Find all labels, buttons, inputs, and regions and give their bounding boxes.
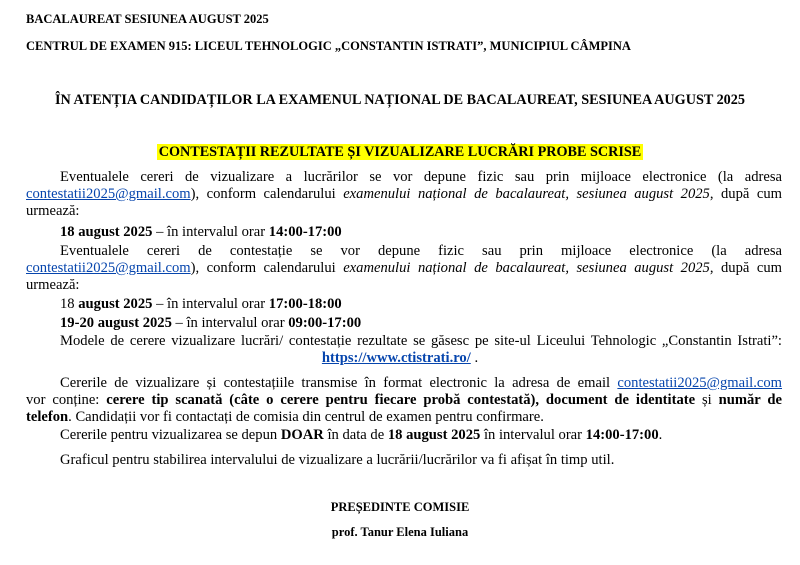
models-url-line: https://www.ctistrati.ro/ .	[321, 350, 479, 366]
page-subtitle: CONTESTAȚII REZULTATE ȘI VIZUALIZARE LUCRĂRI PROBE SCRISE	[158, 144, 642, 160]
p1-line-3: urmează:	[26, 203, 80, 219]
header-line-2: CENTRUL DE EXAMEN 915: LICEUL TEHNOLOGIC „CONSTANTIN ISTRATI”, MUNICIPIUL CÂMPINA	[26, 39, 631, 53]
models-text: Modele de cerere vizualizare lucrări/ contestație rezultate se găsesc pe site-ul Liceului Tehnologic „Constantin Istrati”:	[60, 333, 782, 349]
page-title: ÎN ATENȚIA CANDIDAȚILOR LA EXAMENUL NAȚIONAL DE BACALAUREAT, SESIUNEA AUGUST 2025	[55, 92, 745, 108]
p2-line-1: Eventualele cereri de contestație se vor depune fizic sau prin mijloace electronice (la adresa	[60, 243, 782, 259]
website-link[interactable]: https://www.ctistrati.ro/	[321, 350, 471, 366]
signature-name: prof. Tanur Elena Iuliana	[331, 525, 469, 539]
p4-line: Cererile pentru vizualizarea se depun DOAR în data de 18 august 2025 în intervalul orar 14:00-17:00.	[60, 427, 663, 443]
p3-line-3: telefon. Candidații vor fi contactați de comisia din centrul de examen pentru confirmare.	[26, 409, 544, 425]
signature-role: PREȘEDINTE COMISIE	[330, 500, 470, 514]
email-link[interactable]: contestatii2025@gmail.com	[617, 375, 782, 391]
email-link[interactable]: contestatii2025@gmail.com	[26, 186, 191, 202]
p1-line-2: contestatii2025@gmail.com), conform calendarului examenului național de bacalaureat, sesiunea august 2025, după cum	[26, 186, 782, 202]
p3-line-2: vor conține: cerere tip scanată (câte o cerere pentru fiecare probă contestată), document de identitate și număr de	[26, 392, 782, 408]
p3-line-1: Cererile de vizualizare și contestațiile transmise în format electronic la adresa de email contestatii2025@gmail.com	[60, 375, 782, 391]
p5-line: Graficul pentru stabilirea intervalului de vizualizare a lucrării/lucrărilor va fi afișat în timp util.	[60, 452, 615, 468]
p1-line-1: Eventualele cereri de vizualizare a lucrărilor se vor depune fizic sau prin mijloace electronice (la adresa	[60, 169, 782, 185]
p2-date-line-1: 18 august 2025 – în intervalul orar 17:00-18:00	[60, 296, 342, 312]
p2-date-line-2: 19-20 august 2025 – în intervalul orar 09:00-17:00	[60, 315, 362, 331]
p2-line-2: contestatii2025@gmail.com), conform calendarului examenului național de bacalaureat, sesiunea august 2025, după cum	[26, 260, 782, 276]
p2-line-3: urmează:	[26, 277, 80, 293]
header-line-1: BACALAUREAT SESIUNEA AUGUST 2025	[26, 12, 269, 26]
p1-date-line: 18 august 2025 – în intervalul orar 14:00-17:00	[60, 224, 342, 240]
email-link[interactable]: contestatii2025@gmail.com	[26, 260, 191, 276]
